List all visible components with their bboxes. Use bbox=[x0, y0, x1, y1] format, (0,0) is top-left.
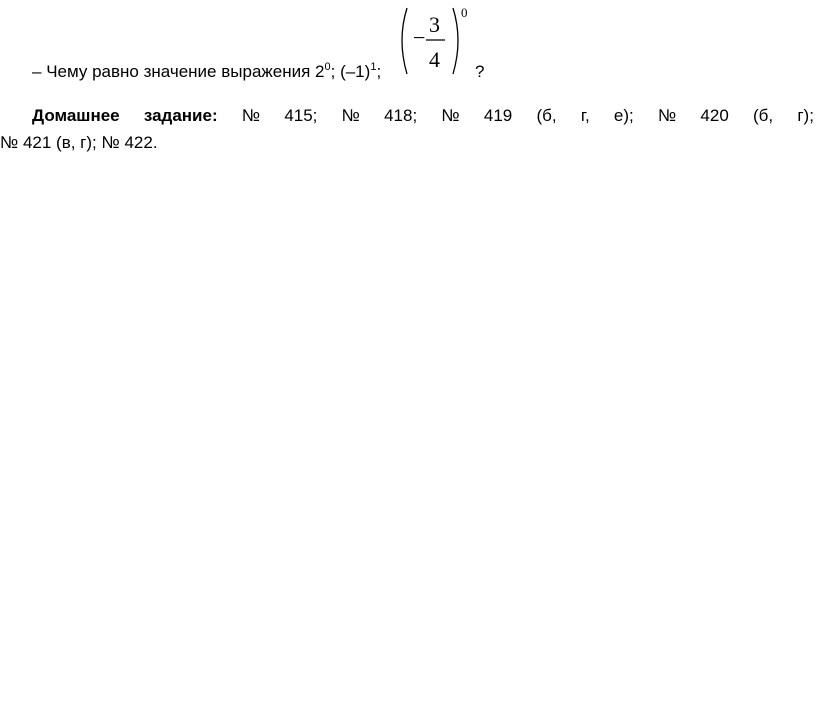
formula-minus: − bbox=[413, 25, 426, 50]
right-paren bbox=[453, 8, 458, 74]
homework-line-1 bbox=[32, 104, 814, 128]
question-line bbox=[32, 60, 381, 84]
homework-token: № bbox=[341, 106, 360, 125]
homework-token: 415; bbox=[284, 106, 318, 125]
homework-token: 420 bbox=[700, 106, 729, 125]
numerator: 3 bbox=[429, 12, 440, 37]
denominator: 4 bbox=[429, 47, 440, 72]
dash: – bbox=[32, 62, 42, 81]
question-middle: ; (–1) bbox=[330, 62, 371, 81]
homework-token: № bbox=[657, 106, 677, 125]
exponent-zero: 0 bbox=[324, 61, 331, 73]
question-text: Чему равно значение выражения 2 bbox=[46, 62, 325, 81]
left-paren bbox=[402, 8, 407, 74]
homework-line-2: № 421 (в, г); № 422. bbox=[0, 133, 158, 152]
homework-token: е); bbox=[613, 106, 634, 125]
homework-token: 418; bbox=[384, 106, 418, 125]
formula-exponent: 0 bbox=[461, 5, 468, 20]
homework-token: г, bbox=[580, 106, 590, 125]
question-tail: ; bbox=[376, 62, 382, 81]
homework-word-2: задание: bbox=[143, 106, 218, 125]
homework-token: 419 bbox=[483, 106, 513, 125]
fraction-formula bbox=[395, 2, 473, 82]
exponent-one: 1 bbox=[370, 61, 377, 73]
homework-word-1: Домашнее bbox=[32, 106, 120, 125]
homework-token: (б, bbox=[753, 106, 774, 125]
homework-token: № bbox=[441, 106, 460, 125]
question-mark: ? bbox=[475, 62, 485, 81]
homework-token: (б, bbox=[536, 106, 557, 125]
homework-token: г); bbox=[797, 106, 814, 125]
homework-token: № bbox=[241, 106, 261, 125]
